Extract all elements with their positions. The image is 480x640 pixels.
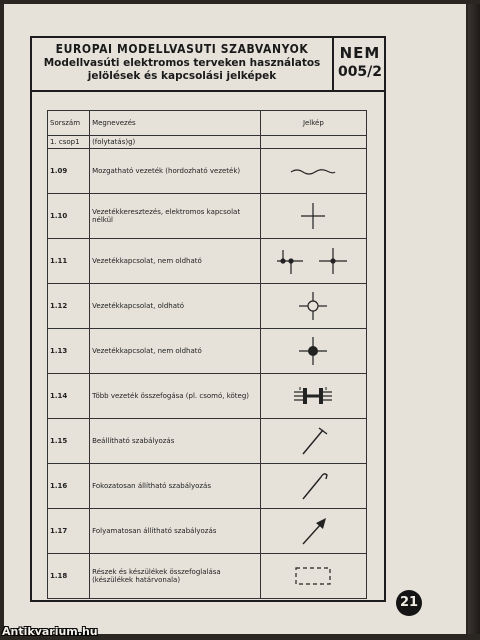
row-name: Vezetékkapcsolat, nem oldható [90, 329, 261, 374]
row-name: Vezetékkapcsolat, nem oldható [90, 239, 261, 284]
group-number: 1. csop1 [48, 136, 90, 149]
group-row [48, 136, 367, 149]
table-row [48, 284, 367, 329]
row-number: 1.18 [48, 554, 90, 599]
table-row [48, 194, 367, 239]
row-number: 1.10 [48, 194, 90, 239]
row-number: 1.16 [48, 464, 90, 509]
row-name: Vezetékkeresztezés, elektromos kapcsolat nélkül [90, 194, 261, 239]
row-name: Több vezeték összefogása (pl. csomó, köteg) [90, 374, 261, 419]
open-circle-junction-icon [260, 284, 366, 329]
dot-junction-icon [260, 239, 366, 284]
wavy-line-icon [260, 149, 366, 194]
symbol-table [47, 110, 367, 599]
group-symbol-cell [260, 136, 366, 149]
row-number: 1.13 [48, 329, 90, 374]
page-number-badge: 21 [396, 590, 422, 616]
table-row [48, 554, 367, 599]
row-name: Részek és készülékek összefoglalása (készülékek határvonala) [90, 554, 261, 599]
row-number: 1.12 [48, 284, 90, 329]
column-header-number: Sorszám [48, 111, 90, 136]
group-name: (folytatás)g) [90, 136, 261, 149]
row-number: 1.09 [48, 149, 90, 194]
table-row [48, 464, 367, 509]
row-number: 1.14 [48, 374, 90, 419]
column-header-symbol: Jelkép [260, 111, 366, 136]
table-row [48, 419, 367, 464]
stepped-control-icon [260, 464, 366, 509]
watermark: Antikvarium.hu [2, 625, 98, 638]
standard-code-prefix: NEM [339, 44, 381, 62]
adjustable-control-icon [260, 419, 366, 464]
book-spine [468, 4, 480, 634]
row-name: Folyamatosan állítható szabályozás [90, 509, 261, 554]
dashed-boundary-icon [260, 554, 366, 599]
header-subtitle-line2: jelölések és kapcsolási jelképek [87, 70, 277, 82]
table-row [48, 239, 367, 284]
cable-bundle-icon [260, 374, 366, 419]
standard-header [30, 36, 386, 92]
standard-code-block [334, 38, 386, 90]
header-title-block [32, 38, 334, 90]
table-row [48, 374, 367, 419]
column-header-name: Megnevezés [90, 111, 261, 136]
filled-circle-junction-icon [260, 329, 366, 374]
table-row [48, 509, 367, 554]
row-number: 1.11 [48, 239, 90, 284]
row-name: Vezetékkapcsolat, oldható [90, 284, 261, 329]
table-header-row [48, 111, 367, 136]
row-number: 1.17 [48, 509, 90, 554]
table-row [48, 149, 367, 194]
row-number: 1.15 [48, 419, 90, 464]
standard-code-number: 005/2 [337, 64, 383, 80]
cross-icon [260, 194, 366, 239]
table-row [48, 329, 367, 374]
continuous-control-icon [260, 509, 366, 554]
row-name: Beállítható szabályozás [90, 419, 261, 464]
header-title: EUROPAI MODELLVASUTI SZABVANYOK [55, 42, 309, 56]
header-subtitle-line1: Modellvasúti elektromos terveken használatos [43, 57, 321, 69]
row-name: Mozgatható vezeték (hordozható vezeték) [90, 149, 261, 194]
row-name: Fokozatosan állítható szabályozás [90, 464, 261, 509]
